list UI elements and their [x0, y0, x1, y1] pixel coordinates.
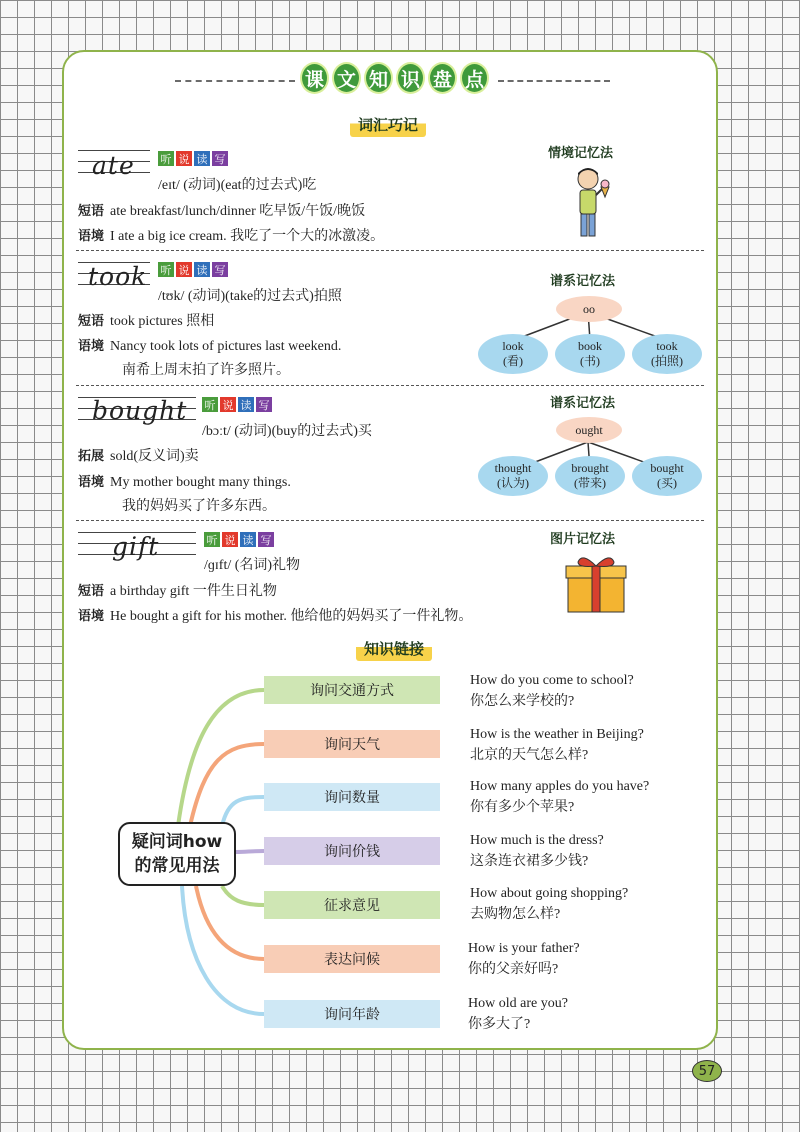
write-badge: 写 — [212, 151, 228, 166]
listen-badge: 听 — [204, 532, 220, 547]
phonetic: /bɔːt/ (动词)(buy的过去式)买 — [202, 424, 372, 439]
phonetic: /eɪt/ (动词)(eat的过去式)吃 — [158, 178, 317, 193]
example-english: How many apples do you have? — [470, 779, 650, 794]
example-english: How do you come to school? — [470, 673, 634, 688]
context-text: My mother bought many things. — [110, 475, 291, 490]
context-translation: 南希上周末拍了许多照片。 — [122, 363, 290, 378]
title-char: 课 — [300, 62, 329, 94]
speak-badge: 说 — [222, 532, 238, 547]
leaf-meaning: (看) — [503, 354, 523, 368]
branch-label: 表达问候 — [264, 945, 440, 973]
leaf-meaning: (带来) — [574, 476, 606, 490]
tag: 语境 — [78, 609, 105, 624]
example-pair — [470, 670, 634, 712]
branch-label: 询问天气 — [264, 730, 440, 758]
speak-badge: 说 — [176, 151, 192, 166]
example-chinese: 去购物怎么样? — [470, 907, 561, 922]
example-chinese: 你有多少个苹果? — [470, 800, 575, 815]
leaf-meaning: (书) — [580, 354, 600, 368]
speak-badge: 说 — [176, 262, 192, 277]
phrase-text: took pictures 照相 — [110, 314, 215, 329]
tag: 短语 — [78, 584, 105, 599]
example-chinese: 你多大了? — [468, 1017, 531, 1032]
example-chinese: 北京的天气怎么样? — [470, 748, 589, 763]
read-badge: 读 — [194, 151, 210, 166]
tag: 语境 — [78, 475, 105, 490]
word-family-root: ought — [556, 417, 622, 443]
memory-method-title: 谱系记忆法 — [550, 274, 616, 289]
phonetic: /tʊk/ (动词)(take的过去式)拍照 — [158, 289, 342, 304]
context-text: Nancy took lots of pictures last weekend. — [110, 339, 342, 354]
title-char: 知 — [364, 62, 393, 94]
mind-map-center-topic — [118, 822, 236, 886]
example-chinese: 这条连衣裙多少钱? — [470, 854, 589, 869]
title-char: 盘 — [428, 62, 457, 94]
leaf-word: took — [656, 339, 678, 353]
context-translation: 我的妈妈买了许多东西。 — [122, 499, 276, 514]
leaf-word: book — [578, 339, 602, 353]
example-english: How about going shopping? — [470, 886, 629, 901]
read-badge: 读 — [240, 532, 256, 547]
center-topic-line: 的常见用法 — [134, 856, 220, 876]
extension-text: sold(反义词)卖 — [110, 449, 199, 464]
tag: 短语 — [78, 314, 105, 329]
read-badge: 读 — [194, 262, 210, 277]
leaf-meaning: (买) — [657, 476, 677, 490]
listen-badge: 听 — [202, 397, 218, 412]
tag: 拓展 — [78, 449, 105, 464]
page-number: 57 — [692, 1060, 722, 1082]
example-pair — [470, 776, 649, 818]
leaf-word: bought — [650, 461, 684, 475]
example-english: How much is the dress? — [470, 833, 604, 848]
tag: 语境 — [78, 339, 105, 354]
write-badge: 写 — [258, 532, 274, 547]
leaf-meaning: (拍照) — [651, 354, 683, 368]
listen-badge: 听 — [158, 262, 174, 277]
read-badge: 读 — [238, 397, 254, 412]
leaf-word: look — [502, 339, 524, 353]
memory-method-title: 谱系记忆法 — [550, 396, 616, 411]
vocab-word: gift — [112, 532, 160, 561]
memory-method-title: 图片记忆法 — [550, 532, 616, 547]
word-family-root: oo — [556, 296, 622, 322]
context-text: I ate a big ice cream. 我吃了一个大的冰激凌。 — [110, 229, 385, 244]
example-pair — [470, 830, 604, 872]
example-pair — [468, 938, 580, 980]
example-pair — [470, 724, 644, 766]
center-topic-line: 疑问词how — [131, 832, 223, 852]
branch-label: 询问交通方式 — [264, 676, 440, 704]
phrase-text: a birthday gift 一件生日礼物 — [110, 584, 277, 599]
vocab-word: took — [88, 262, 148, 291]
write-badge: 写 — [256, 397, 272, 412]
phrase-text: ate breakfast/lunch/dinner 吃早饭/午饭/晚饭 — [110, 204, 366, 219]
example-english: How is your father? — [468, 941, 580, 956]
context-text: He bought a gift for his mother. 他给他的妈妈买了一件礼物。 — [110, 609, 473, 624]
branch-label: 询问价钱 — [264, 837, 440, 865]
tag: 短语 — [78, 204, 105, 219]
tag: 语境 — [78, 229, 105, 244]
example-pair — [468, 993, 568, 1035]
vocab-word: bought — [92, 396, 188, 425]
example-chinese: 你的父亲好吗? — [468, 962, 559, 977]
knowledge-section-label: 知识链接 — [356, 636, 432, 661]
leaf-word: brought — [571, 461, 609, 475]
branch-label: 询问年龄 — [264, 1000, 440, 1028]
example-english: How old are you? — [468, 996, 568, 1011]
speak-badge: 说 — [220, 397, 236, 412]
example-chinese: 你怎么来学校的? — [470, 694, 575, 709]
leaf-meaning: (认为) — [497, 476, 529, 490]
title-char: 文 — [332, 62, 361, 94]
vocab-word: ate — [92, 151, 135, 180]
title-char: 点 — [460, 62, 489, 94]
title-char: 识 — [396, 62, 425, 94]
vocab-section-label: 词汇巧记 — [350, 112, 426, 137]
memory-method-title: 情境记忆法 — [548, 146, 614, 161]
branch-label: 征求意见 — [264, 891, 440, 919]
write-badge: 写 — [212, 262, 228, 277]
example-pair — [470, 883, 628, 925]
listen-badge: 听 — [158, 151, 174, 166]
example-english: How is the weather in Beijing? — [470, 727, 644, 742]
leaf-word: thought — [494, 461, 532, 475]
branch-label: 询问数量 — [264, 783, 440, 811]
phonetic: /ɡɪft/ (名词)礼物 — [204, 558, 301, 573]
